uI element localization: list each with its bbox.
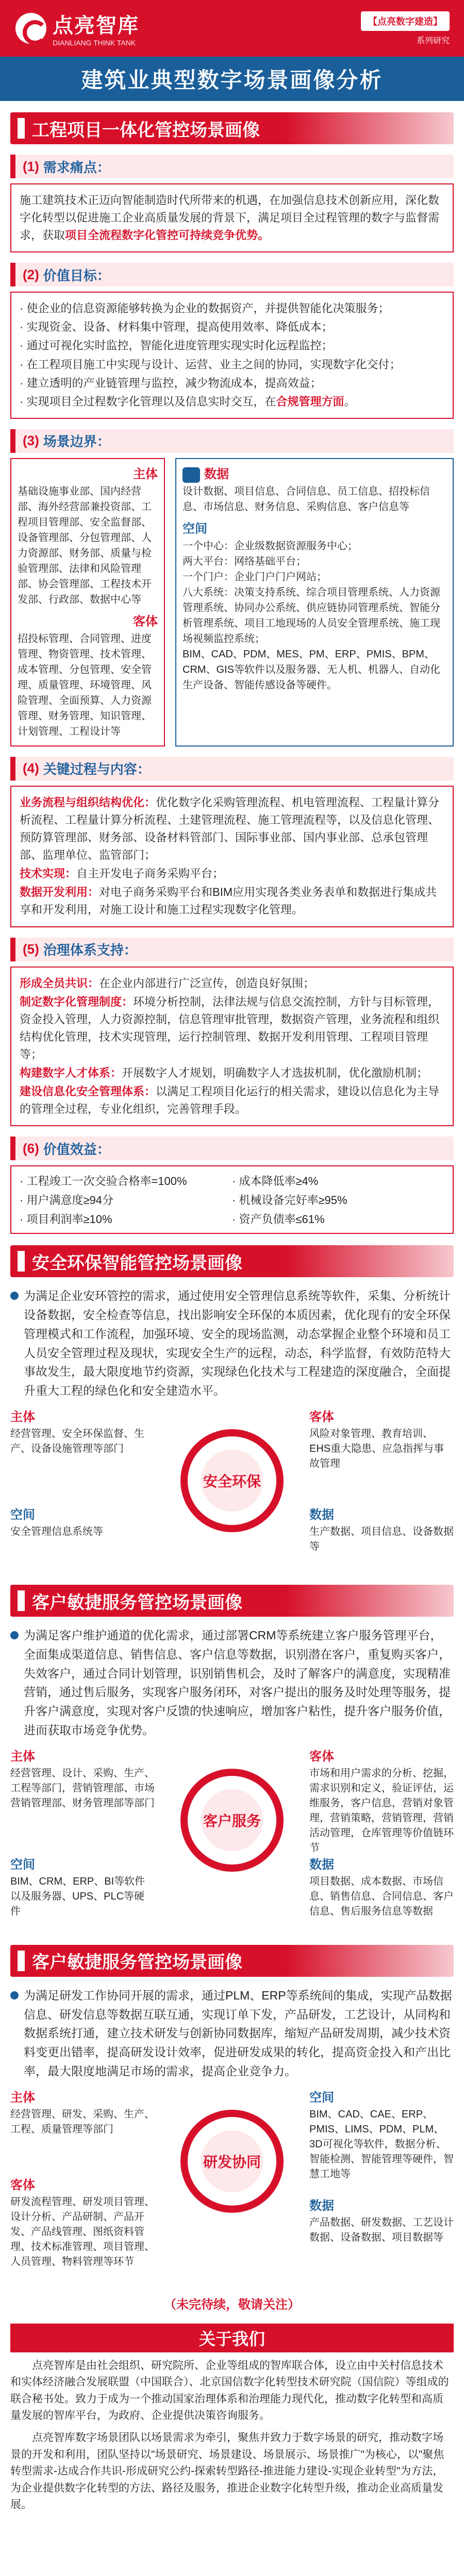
flag-icon <box>18 118 25 139</box>
node-data: 数据 项目数据、成本数据、市场信息、销售信息、合同信息、客户信息、售后服务信息等数据 <box>309 1857 454 1917</box>
section-3-diagram <box>10 1748 454 1934</box>
boundary-right: 数据 设计数据、项目信息、合同信息、员工信息、招投标信息、市场信息、财务信息、采购信息、客户信息等 空间 一个中心：企业级数据资源服务中心； 两大平台：网络基础平台； 一个门户：企业门户门户网站； 八大系统：决策支持系统、综合项目管理系统、人力资源管理系统、协同办公系统、供应链协同管理系统、智能分析管理系统、项目工地现场的人员安全管理系统、施工现场视频监控系统； BIM、CAD、PDM、MES、PM、ERP、PMIS、BPM、CRM、GIS等软件以及服务器、无人机、机器人、自动化生产设备、智能传感设备等硬件。 <box>175 458 454 747</box>
flag-icon <box>18 1951 25 1971</box>
series-badge: 【点亮数字建造】 <box>361 11 450 31</box>
sub-heading-process: (4) 关键过程与内容： <box>10 757 454 781</box>
bullet-icon <box>10 1991 19 1999</box>
boundary-grid <box>10 458 454 747</box>
about-paragraph-1: 点亮智库是由社会组织、研究院所、企业等组成的智库联合体，设立由中关村信息技术和实体经济融合发展联盟（中国联合）、北京国信数字化转型技术研究院（国信院）等组成的联合秘书处。致力于成为一个推动国家治理体系和治理能力现代化，推动数字化转型和高质量发展的智库平台，为政府、企业提供决策咨询服务。 <box>10 2359 449 2422</box>
sub-heading-goal: (2) 价值目标： <box>10 263 454 286</box>
flag-icon <box>18 1251 25 1272</box>
object-label: 客体 <box>133 614 158 629</box>
bullet-icon <box>10 1631 19 1639</box>
node-subject: 主体 经营管理、安全环保监督、生产、设备设施管理等部门 <box>10 1410 144 1454</box>
data-label: 数据 <box>183 465 446 484</box>
node-object: 客体 风险对象管理、教育培训、EHS重大隐患、应急指挥与事故管理 <box>309 1410 444 1469</box>
space-label: 空间 <box>183 521 207 536</box>
object-text: 招投标管理、合同管理、进度管理、物资管理、技术管理、成本管理、分包管理、安全管理、质量管理、环境管理、风险管理、全面预算、人力资源管理、财务管理、知识管理、计划管理、工程设计等 <box>18 633 152 737</box>
data-text: 设计数据、项目信息、合同信息、员工信息、招投标信息、市场信息、财务信息、采购信息、客户信息等 <box>183 485 430 513</box>
goal-box: · 使企业的信息资源能够转换为企业的数据资产，并提供智能化决策服务； · 实现资金、设备、材料集中管理，提高使用效率、降低成本； · 通过可视化实时监控，智能化进度管理实现实时化远程监控； · 在工程项目施工中实现与设计、运营、业主之间的协同，实现数字化交付； · 建立透明的产业链管理与监控，减少物流成本，提高效益； · 实现项目全过程数字化管理以及信息实时交互，在合规管理方面。 <box>10 292 454 419</box>
node-object: 客体 研发流程管理、研发项目管理、设计分析、产品研制、产品开发、产品线管理、图纸资料管理、技术标准管理、项目管理、人员管理、物料管理等环节 <box>10 2178 155 2267</box>
series-sub: 系列研究 <box>416 37 450 45</box>
section-1-header <box>10 112 454 144</box>
brand-name: 点亮智库 <box>53 14 139 37</box>
database-icon <box>183 467 200 483</box>
section-1-title: 工程项目一体化管控场景画像 <box>32 120 260 140</box>
brand-logo-icon <box>15 13 46 44</box>
sub-heading-governance: (5) 治理体系支持： <box>10 938 454 961</box>
section-4-intro: 为满足研发工作协同开展的需求，通过PLM、ERP等系统间的集成，实现产品数据信息、研发信息等数据互联互通，实现订单下发，产品研发，工艺设计，从同构和数据系统打通，建立技术研发与创新协同数据库，缩短产品研发周期，减少技术资料变更出错率，提高研发设计效率，促进研发成果的转化，提高资金投入和产出比率，最大限度地满足市场的需求，提高企业竞争力。 <box>10 1986 454 2081</box>
section-4-diagram <box>10 2089 454 2285</box>
page-title: 建筑业典型数字场景画像分析 <box>0 57 464 101</box>
section-2-intro: 为满足企业安环管控的需求，通过使用安全管理信息系统等软件，采集、分析统计设备数据，安全检查等信息，找出影响安全环保的本质因素，优化现有的安全环保管理模式和工作流程，加强环境、安全的现场监测，动态掌握企业整个环境和员工人员安全管理过程及现状，实现安全生产的远程，动态，科学监督，有效防范特大事故发生，最大限度地节约资源，实现绿色化技术与工程建造的深度融合，全面提升重大工程的绿色化和安全建造水平。 <box>10 1286 454 1400</box>
about-paragraph-2: 点亮智库数字场景团队以场景需求为牵引，聚焦并致力于数字场景的研究，推动数字场景的开发和利用，团队坚持以"场景研究、场景建设、场景展示、场景推广"为核心，以"聚焦转型需求-达成合作共识-形成研究公约-探索转型路径-推进能力建设-实现企业转型"为方法，为企业提供数字化转型的方法、路径及服务，推进企业数字化转型升级，推动企业高质量发展。 <box>10 2431 444 2511</box>
center-circle: 安全环保 <box>180 1429 284 1532</box>
node-data: 数据 生产数据、项目信息、设备数据等 <box>309 1508 454 1552</box>
governance-box: 形成全员共识：在企业内部进行广泛宣传，创造良好氛围； 制定数字化管理制度：环境分析控制，法律法规与信息交流控制，方针与目标管理，资金投入管理，人力资源控制，信息管理审批管理，数据资产管理，业务流程和组织结构优化管理，技术实现管理，运行控制管理、数据开发利用管理、工程项目管理等； 构建数字人才体系：开展数字人才规划，明确数字人才选拔机制，优化激励机制； 建设信息化安全管理体系：以满足工程项目化运行的相关需求，建设以信息化为主导的管理全过程，专业化组织，完善管理手段。 <box>10 967 454 1127</box>
node-space: 空间 BIM、CAD、CAE、ERP、PMIS、LIMS、PDM、PLM、3D可视化等软件，数据分析、智能检测、智能管理等硬件，智慧工地等 <box>309 2090 454 2180</box>
node-subject: 主体 经营管理、设计、采购、生产、工程等部门，营销管理部、市场营销管理部、财务管理部等部门 <box>10 1749 155 1809</box>
flag-icon <box>18 1590 25 1611</box>
value-grid: · 工程竣工一次交验合格率=100% · 成本降低率≥4% · 用户满意度≥94分 · 机械设备完好率≥95% · 项目利润率≥10% · 资产负债率≤61% <box>10 1165 454 1234</box>
sub-heading-value: (6) 价值效益： <box>10 1137 454 1160</box>
brand-sub: DIANLIANG THINK TANK <box>53 39 136 47</box>
center-circle: 研发协同 <box>180 2110 284 2213</box>
node-subject: 主体 经营管理、研发、采购、生产、工程、质量管理等部门 <box>10 2090 155 2135</box>
header <box>0 0 464 57</box>
section-3-header: 客户敏捷服务管控场景画像 <box>10 1585 454 1617</box>
node-data: 数据 产品数据、研发数据、工艺设计数据、设备数据、项目数据等 <box>309 2198 454 2243</box>
node-object: 客体 市场和用户需求的分析、挖掘，需求识别和定义，验证评估，运维服务，客户信息，营销对象管理，营销策略，营销管理，营销活动管理，仓库管理等价值链环节 <box>309 1749 454 1854</box>
section-2-header: 安全环保智能管控场景画像 <box>10 1245 454 1277</box>
section-4-header: 客户敏捷服务管控场景画像 <box>10 1945 454 1977</box>
node-space: 空间 BIM、CRM、ERP、BI等软件以及服务器、UPS、PLC等硬件 <box>10 1857 145 1917</box>
node-space: 空间 安全管理信息系统等 <box>10 1508 103 1537</box>
section-3-intro: 为满足客户维护通道的优化需求，通过部署CRM等系统建立客户服务管理平台，全面集成渠道信息、销售信息、客户信息等数据，识别潜在客户，重复购买客户，失效客户，通过合同计划管理，识别销售机会，及时了解客户的满意度，实现精准营销，通过售后服务，实现客户服务闭环，对客户提出的服务及时处理等服务，提升客户满意度，实现对客户反馈的快速响应，增加客户粘性，提升客户服务价值，进而获取市场竞争优势。 <box>10 1626 454 1740</box>
subject-text: 基础设施事业部、国内经营部、海外经营部兼投资部、工程项目管理部、安全监督部、设备管理部、分包管理部、人力资源部、财务部、质量与检验管理部、法律和风险管理部、协会管理部、工程技术开发部、行政部、数据中心等 <box>18 485 152 605</box>
sub-heading-boundary: (3) 场景边界： <box>10 429 454 453</box>
process-box: 业务流程与组织结构优化：优化数字化采购管理流程、机电管理流程、工程量计算分析流程、工程量计算分析流程、土建管理流程、施工管理流程等，以及信息化管理、预防算管理部、财务部、设备材料管部门、国际事业部、国内事业部、总承包管理部、监理单位、监管部门； 技术实现：自主开发电子商务采购平台； 数据开发利用：对电子商务采购平台和BIM应用实现各类业务表单和数据进行集成共享和开发利用，对施工设计和施工过程实现数字化管理。 <box>10 786 454 927</box>
center-circle: 客户服务 <box>180 1769 284 1872</box>
boundary-left <box>10 458 165 747</box>
to-be-continued: （未完待续，敬请关注） <box>164 2297 300 2312</box>
bullet-icon <box>10 1292 19 1300</box>
sub-heading-pain: (1) 需求痛点： <box>10 155 454 178</box>
section-2-diagram <box>10 1409 454 1573</box>
about-title: 关于我们 <box>10 2324 454 2352</box>
subject-label: 主体 <box>133 467 158 481</box>
pain-box: 施工建筑技术正迈向智能制造时代所带来的机遇，在加强信息技术创新应用，深化数字化转型以促进施工企业高质量发展的背景下，满足项目全过程管理的数字与监督需求，获取项目全流程数字化管控可持续竞争优势。 <box>10 183 454 252</box>
